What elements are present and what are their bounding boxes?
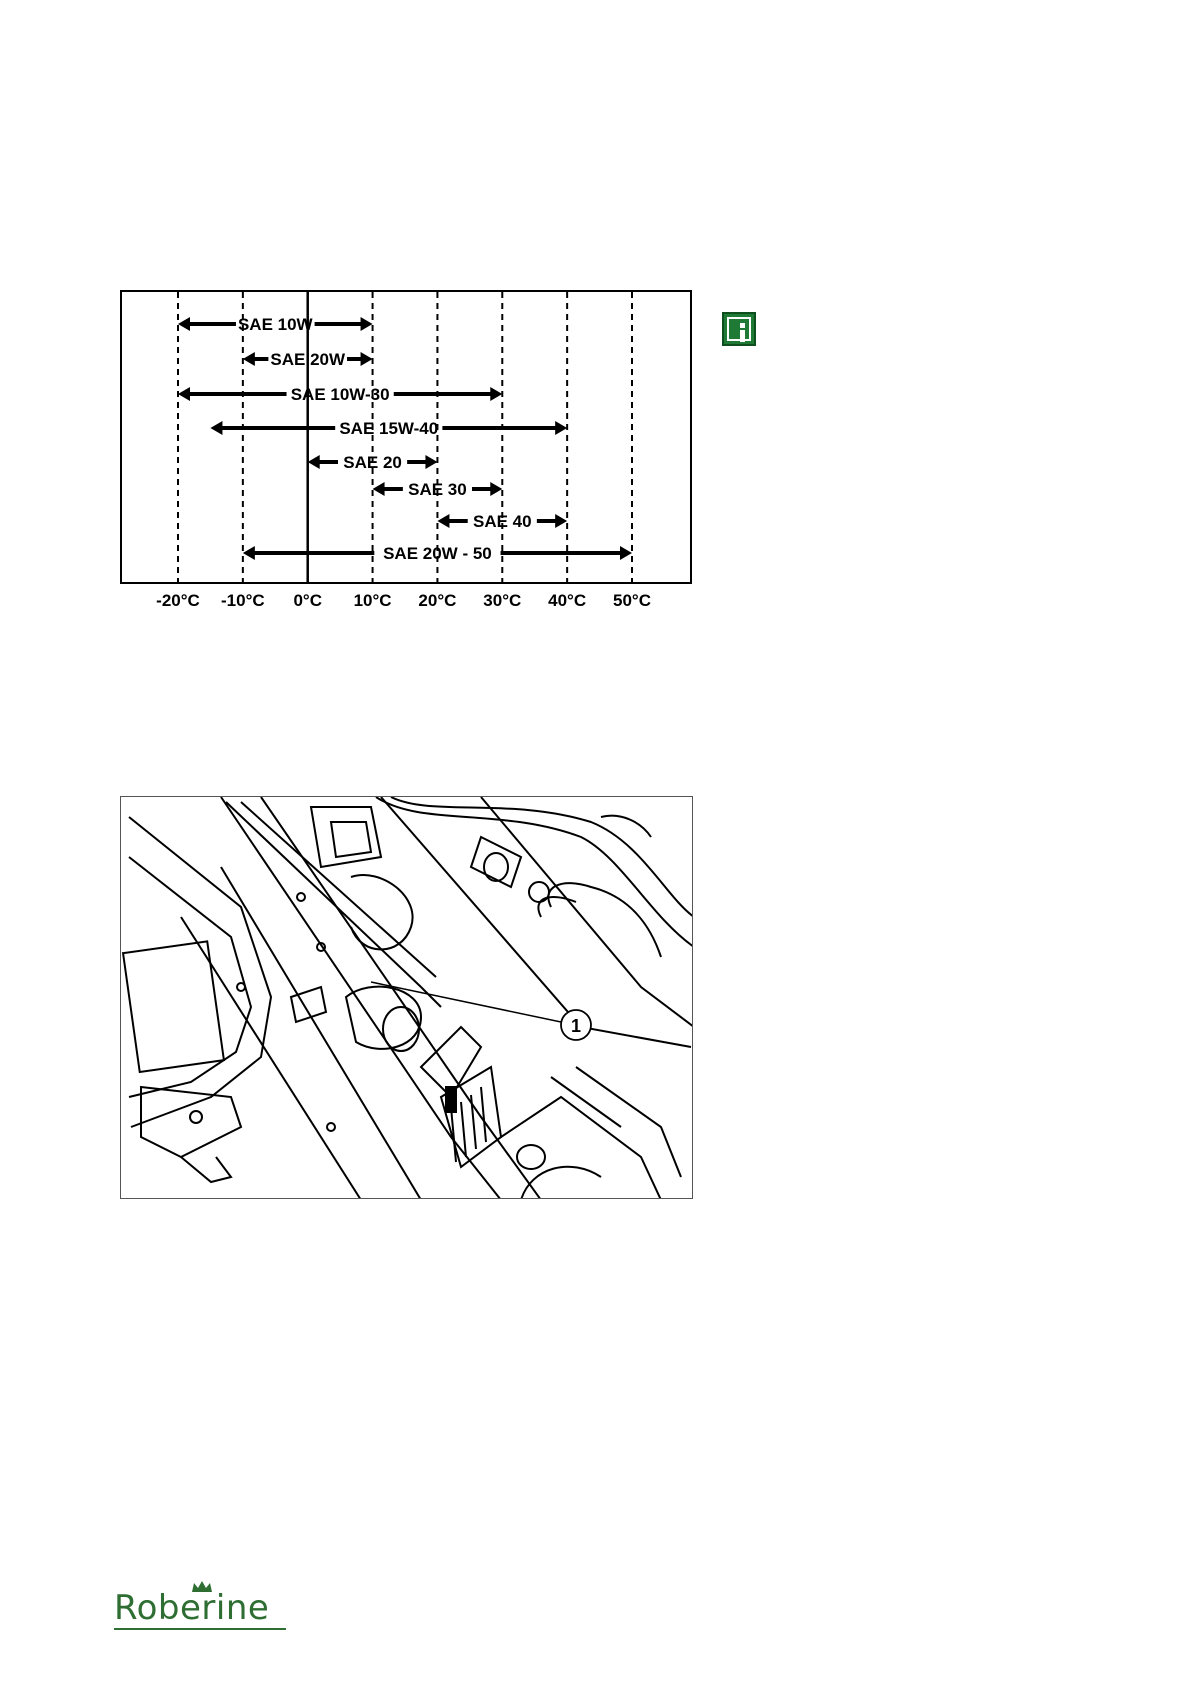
range-bar <box>178 385 502 404</box>
x-tick-label: 30°C <box>483 591 522 610</box>
info-icon-dot <box>740 323 745 328</box>
range-arrowhead <box>373 482 385 496</box>
callout-label: 1 <box>570 1016 582 1036</box>
range-label: SAE 20 <box>343 453 402 472</box>
x-tick-label: -10°C <box>221 591 265 610</box>
range-label: SAE 10W <box>237 315 313 334</box>
range-bar <box>308 453 438 472</box>
info-icon-border <box>727 317 751 341</box>
range-bar <box>437 512 567 531</box>
range-arrowhead <box>490 482 502 496</box>
range-label: SAE 10W-30 <box>290 385 390 404</box>
info-icon <box>722 312 756 346</box>
range-arrowhead <box>361 352 373 366</box>
range-arrowhead <box>308 455 320 469</box>
info-icon-bar <box>740 330 745 342</box>
range-bar <box>178 315 373 334</box>
range-arrowhead <box>425 455 437 469</box>
range-bar <box>243 544 632 563</box>
viscosity-chart-svg <box>122 292 694 612</box>
range-arrowhead <box>361 317 373 331</box>
range-label: SAE 15W-40 <box>339 419 439 438</box>
range-arrowhead <box>178 317 190 331</box>
range-arrowhead <box>210 421 222 435</box>
range-arrowhead <box>555 421 567 435</box>
range-bar <box>210 419 567 438</box>
range-label: SAE 20W - 50 <box>383 544 492 563</box>
range-bar <box>243 350 373 369</box>
x-tick-label: 10°C <box>353 591 392 610</box>
range-arrowhead <box>437 514 449 528</box>
engine-line-drawing <box>121 797 693 1199</box>
range-label: SAE 40 <box>472 512 532 531</box>
range-arrowhead <box>620 546 632 560</box>
range-label: SAE 20W <box>270 350 346 369</box>
x-tick-label: -20°C <box>156 591 200 610</box>
range-arrowhead <box>555 514 567 528</box>
logo-text: Roberine <box>114 1588 270 1628</box>
x-tick-label: 50°C <box>613 591 651 610</box>
oil-viscosity-chart <box>120 290 692 610</box>
x-tick-label: 40°C <box>548 591 587 610</box>
range-arrowhead <box>490 387 502 401</box>
logo-underline <box>114 1628 286 1630</box>
range-arrowhead <box>178 387 190 401</box>
x-tick-label: 0°C <box>293 591 322 610</box>
range-arrowhead <box>243 352 255 366</box>
range-arrowhead <box>243 546 255 560</box>
roberine-logo <box>114 1588 290 1630</box>
engine-illustration <box>120 796 693 1199</box>
range-label: SAE 30 <box>408 480 467 499</box>
x-tick-label: 20°C <box>418 591 457 610</box>
range-bar <box>373 480 503 499</box>
